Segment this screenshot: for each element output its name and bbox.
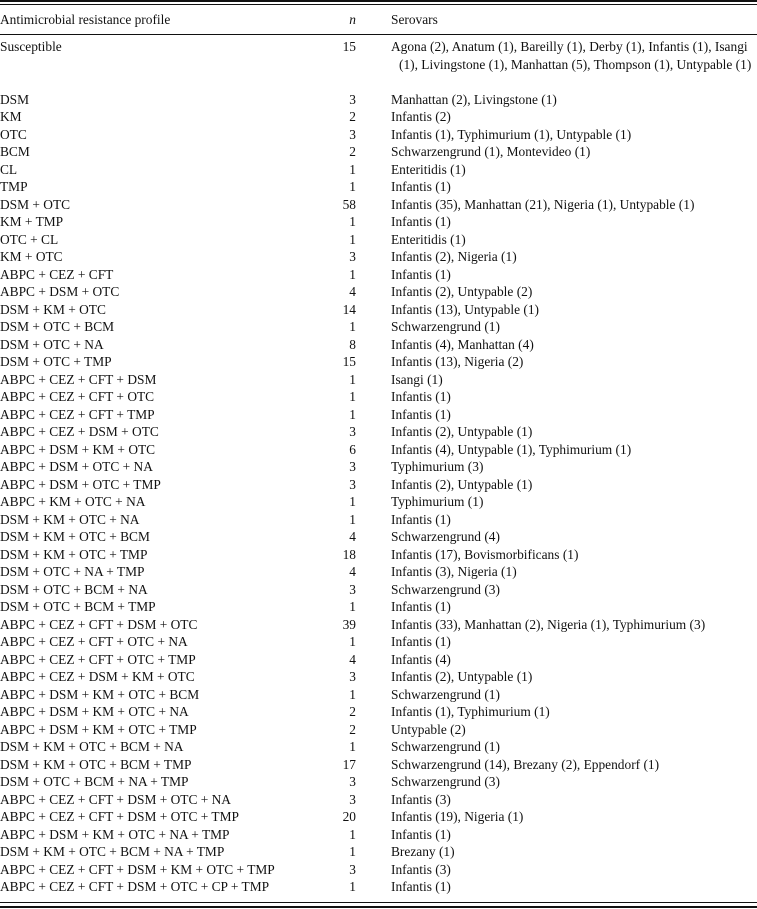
row-profile: ABPC + CEZ + CFT + DSM + OTC + CP + TMP bbox=[0, 879, 270, 894]
row-n: 1 bbox=[349, 686, 356, 702]
row-n: 1 bbox=[349, 161, 356, 177]
row-serovars: Infantis (2), Untypable (1) bbox=[391, 476, 533, 492]
row-profile: ABPC + DSM + KM + OTC + TMP bbox=[0, 721, 197, 737]
row-n: 1 bbox=[349, 389, 356, 404]
table-row bbox=[0, 458, 757, 476]
row-serovars: Infantis (1) bbox=[391, 266, 451, 282]
row-serovars: Schwarzengrund (1) bbox=[391, 686, 500, 702]
row-n: 1 bbox=[349, 179, 356, 194]
table-row bbox=[0, 546, 757, 564]
row-profile: DSM + OTC + NA bbox=[0, 336, 104, 352]
row-profile: DSM + OTC + BCM bbox=[0, 319, 115, 334]
row-n: 1 bbox=[349, 266, 356, 282]
row-serovars: Infantis (1) bbox=[391, 214, 451, 229]
row-serovars: Infantis (2) bbox=[391, 109, 451, 124]
table-row bbox=[0, 126, 757, 144]
row-n: 8 bbox=[349, 336, 356, 352]
row-serovars: Schwarzengrund (4) bbox=[391, 529, 500, 544]
row-profile: KM bbox=[0, 109, 22, 124]
row-serovars: Infantis (1) bbox=[391, 599, 451, 614]
table-row bbox=[0, 283, 757, 301]
table-row bbox=[0, 493, 757, 511]
row-profile: ABPC + CEZ + CFT + DSM + OTC + TMP bbox=[0, 809, 239, 824]
row-serovars: Infantis (3) bbox=[391, 861, 451, 877]
table-row bbox=[0, 371, 757, 389]
row-profile: DSM + OTC bbox=[0, 196, 71, 212]
row-n: 4 bbox=[349, 529, 356, 544]
row-profile: OTC + CL bbox=[0, 231, 59, 247]
row-n: 3 bbox=[349, 91, 356, 107]
row-serovars: Infantis (1) bbox=[391, 406, 451, 422]
row-n: 17 bbox=[342, 756, 356, 772]
table-row bbox=[0, 791, 757, 809]
row-n: 3 bbox=[349, 126, 356, 142]
table-row bbox=[0, 651, 757, 669]
row-profile: BCM bbox=[0, 144, 30, 159]
row-n: 3 bbox=[349, 249, 356, 264]
table-row bbox=[0, 511, 757, 529]
table-row bbox=[0, 441, 757, 459]
row-profile: DSM bbox=[0, 91, 30, 107]
table-row bbox=[0, 581, 757, 599]
header-serovars: Serovars bbox=[391, 12, 438, 27]
row-n: 2 bbox=[349, 144, 356, 159]
row-profile: ABPC + CEZ + DSM + KM + OTC bbox=[0, 669, 195, 684]
table-row bbox=[0, 721, 757, 739]
table-row bbox=[0, 773, 757, 791]
table-row bbox=[0, 248, 757, 266]
header-rule bbox=[0, 34, 757, 35]
row-serovars: Infantis (1), Typhimurium (1) bbox=[391, 704, 550, 719]
row-n: 15 bbox=[342, 354, 356, 369]
row-n: 4 bbox=[349, 284, 356, 299]
row-n: 1 bbox=[349, 634, 356, 649]
row-profile: Susceptible bbox=[0, 39, 62, 54]
row-serovars: Infantis (2), Untypable (1) bbox=[391, 424, 533, 439]
row-profile: TMP bbox=[0, 179, 28, 194]
row-serovars: Schwarzengrund (3) bbox=[391, 774, 500, 789]
row-profile: DSM + KM + OTC + BCM + NA + TMP bbox=[0, 844, 225, 859]
row-profile: ABPC + CEZ + CFT + DSM bbox=[0, 371, 157, 387]
row-n: 1 bbox=[349, 739, 356, 754]
table-row bbox=[0, 38, 757, 91]
row-serovars: Infantis (2), Untypable (2) bbox=[391, 284, 533, 299]
bottom-rule bbox=[0, 906, 757, 908]
row-n: 1 bbox=[349, 844, 356, 859]
row-n: 15 bbox=[342, 39, 356, 54]
row-n: 1 bbox=[349, 214, 356, 229]
row-profile: DSM + KM + OTC + BCM bbox=[0, 529, 150, 544]
row-n: 1 bbox=[349, 371, 356, 387]
row-n: 1 bbox=[349, 599, 356, 614]
table-row bbox=[0, 178, 757, 196]
row-serovars: Infantis (3), Nigeria (1) bbox=[391, 564, 517, 579]
row-profile: DSM + KM + OTC + BCM + NA bbox=[0, 739, 184, 754]
row-profile: ABPC + DSM + OTC + TMP bbox=[0, 476, 161, 492]
row-serovars: Infantis (4), Untypable (1), Typhimurium (1) bbox=[391, 441, 632, 457]
table-row bbox=[0, 406, 757, 424]
table-body bbox=[0, 38, 757, 896]
row-serovars: Schwarzengrund (1) bbox=[391, 739, 500, 754]
row-serovars: Infantis (19), Nigeria (1) bbox=[391, 809, 524, 824]
row-n: 1 bbox=[349, 879, 356, 894]
table-row bbox=[0, 878, 757, 896]
row-n: 58 bbox=[342, 196, 356, 212]
row-n: 1 bbox=[349, 511, 356, 527]
row-serovars: Isangi (1) bbox=[391, 371, 443, 387]
row-n: 1 bbox=[349, 406, 356, 422]
row-serovars: Schwarzengrund (1), Montevideo (1) bbox=[391, 144, 591, 159]
row-serovars: Infantis (35), Manhattan (21), Nigeria (1), Untypable (1) bbox=[391, 196, 695, 212]
row-n: 20 bbox=[342, 809, 356, 824]
row-n: 2 bbox=[349, 704, 356, 719]
row-n: 3 bbox=[349, 669, 356, 684]
row-profile: ABPC + CEZ + CFT + TMP bbox=[0, 406, 155, 422]
row-n: 3 bbox=[349, 791, 356, 807]
row-n: 6 bbox=[349, 441, 356, 457]
row-profile: ABPC + KM + OTC + NA bbox=[0, 494, 146, 509]
table-row bbox=[0, 861, 757, 879]
table-row bbox=[0, 668, 757, 686]
row-n: 4 bbox=[349, 651, 356, 667]
row-n: 3 bbox=[349, 476, 356, 492]
row-serovars: Infantis (1) bbox=[391, 879, 451, 894]
row-serovars: Typhimurium (1) bbox=[391, 494, 484, 509]
row-profile: ABPC + DSM + KM + OTC + NA bbox=[0, 704, 189, 719]
row-profile: ABPC + DSM + KM + OTC + BCM bbox=[0, 686, 200, 702]
table-row bbox=[0, 143, 757, 161]
table-row bbox=[0, 336, 757, 354]
table-row bbox=[0, 231, 757, 249]
table-row bbox=[0, 318, 757, 336]
row-profile: DSM + OTC + TMP bbox=[0, 354, 112, 369]
row-serovars: Schwarzengrund (3) bbox=[391, 581, 500, 597]
table-row bbox=[0, 353, 757, 371]
row-profile: DSM + KM + OTC + NA bbox=[0, 511, 140, 527]
table-row bbox=[0, 808, 757, 826]
row-serovars: Brezany (1) bbox=[391, 844, 455, 859]
row-serovars: Enteritidis (1) bbox=[391, 231, 466, 247]
table-row bbox=[0, 633, 757, 651]
row-n: 3 bbox=[349, 581, 356, 597]
table-row bbox=[0, 301, 757, 319]
table-row bbox=[0, 91, 757, 109]
row-profile: ABPC + CEZ + CFT bbox=[0, 266, 114, 282]
row-profile: ABPC + DSM + KM + OTC bbox=[0, 441, 156, 457]
row-profile: DSM + KM + OTC + TMP bbox=[0, 546, 148, 562]
row-profile: DSM + OTC + BCM + TMP bbox=[0, 599, 156, 614]
row-n: 2 bbox=[349, 721, 356, 737]
table-row bbox=[0, 563, 757, 581]
row-serovars: Agona (2), Anatum (1), Bareilly (1), Derby (1), Infantis (1), Isangi (1), Livingstone (1), Manhattan (5), Thompson (1), Untypable (1) bbox=[391, 39, 752, 72]
row-n: 39 bbox=[342, 616, 356, 632]
table-row bbox=[0, 703, 757, 721]
row-profile: KM + OTC bbox=[0, 249, 63, 264]
row-profile: DSM + OTC + BCM + NA bbox=[0, 581, 148, 597]
row-profile: DSM + KM + OTC bbox=[0, 301, 106, 317]
row-serovars: Infantis (13), Untypable (1) bbox=[391, 301, 539, 317]
row-n: 3 bbox=[349, 424, 356, 439]
row-serovars: Infantis (1), Typhimurium (1), Untypable (1) bbox=[391, 126, 632, 142]
table-row bbox=[0, 826, 757, 844]
row-serovars: Untypable (2) bbox=[391, 721, 466, 737]
row-serovars: Infantis (1) bbox=[391, 389, 451, 404]
row-serovars: Infantis (17), Bovismorbificans (1) bbox=[391, 546, 579, 562]
row-serovars: Infantis (3) bbox=[391, 791, 451, 807]
row-profile: DSM + KM + OTC + BCM + TMP bbox=[0, 756, 192, 772]
row-n: 2 bbox=[349, 109, 356, 124]
row-serovars: Enteritidis (1) bbox=[391, 161, 466, 177]
row-serovars: Typhimurium (3) bbox=[391, 459, 484, 474]
bottom-rule-inner bbox=[0, 902, 757, 903]
row-profile: ABPC + CEZ + CFT + OTC + NA bbox=[0, 634, 188, 649]
row-serovars: Infantis (13), Nigeria (2) bbox=[391, 354, 524, 369]
table-row bbox=[0, 843, 757, 861]
row-profile: KM + TMP bbox=[0, 214, 64, 229]
row-serovars: Infantis (33), Manhattan (2), Nigeria (1), Typhimurium (3) bbox=[391, 616, 706, 632]
header-n: n bbox=[349, 12, 356, 27]
table-row bbox=[0, 388, 757, 406]
row-n: 18 bbox=[342, 546, 356, 562]
row-profile: ABPC + DSM + OTC bbox=[0, 284, 120, 299]
table-header bbox=[0, 11, 757, 29]
row-n: 3 bbox=[349, 861, 356, 877]
row-n: 14 bbox=[342, 301, 356, 317]
row-n: 3 bbox=[349, 459, 356, 474]
row-n: 3 bbox=[349, 774, 356, 789]
row-serovars: Infantis (4), Manhattan (4) bbox=[391, 336, 534, 352]
row-n: 1 bbox=[349, 319, 356, 334]
row-profile: ABPC + CEZ + CFT + DSM + OTC bbox=[0, 616, 198, 632]
row-serovars: Infantis (2), Untypable (1) bbox=[391, 669, 533, 684]
header-profile: Antimicrobial resistance profile bbox=[0, 12, 171, 27]
row-n: 4 bbox=[349, 564, 356, 579]
table-row bbox=[0, 266, 757, 284]
table-row bbox=[0, 738, 757, 756]
table-row bbox=[0, 616, 757, 634]
row-profile: ABPC + CEZ + CFT + OTC bbox=[0, 389, 155, 404]
row-serovars: Infantis (1) bbox=[391, 511, 451, 527]
row-profile: DSM + OTC + BCM + NA + TMP bbox=[0, 774, 189, 789]
row-profile: ABPC + CEZ + CFT + OTC + TMP bbox=[0, 651, 196, 667]
row-profile: ABPC + CEZ + DSM + OTC bbox=[0, 424, 159, 439]
row-serovars: Infantis (1) bbox=[391, 826, 451, 842]
row-serovars: Manhattan (2), Livingstone (1) bbox=[391, 91, 557, 107]
table-row bbox=[0, 528, 757, 546]
row-profile: ABPC + DSM + KM + OTC + NA + TMP bbox=[0, 826, 230, 842]
row-profile: DSM + OTC + NA + TMP bbox=[0, 564, 145, 579]
row-n: 1 bbox=[349, 231, 356, 247]
table-row bbox=[0, 686, 757, 704]
table-row bbox=[0, 196, 757, 214]
row-profile: CL bbox=[0, 161, 18, 177]
table-row bbox=[0, 161, 757, 179]
row-serovars: Infantis (1) bbox=[391, 634, 451, 649]
row-serovars: Infantis (4) bbox=[391, 651, 451, 667]
row-profile: ABPC + CEZ + CFT + DSM + KM + OTC + TMP bbox=[0, 861, 275, 877]
top-rule-inner bbox=[0, 4, 757, 5]
row-n: 1 bbox=[349, 826, 356, 842]
row-n: 1 bbox=[349, 494, 356, 509]
table-row bbox=[0, 756, 757, 774]
table-row bbox=[0, 423, 757, 441]
row-profile: ABPC + CEZ + CFT + DSM + OTC + NA bbox=[0, 791, 231, 807]
top-rule bbox=[0, 0, 757, 2]
table-row bbox=[0, 598, 757, 616]
row-profile: OTC bbox=[0, 126, 27, 142]
row-profile: ABPC + DSM + OTC + NA bbox=[0, 459, 153, 474]
table-row bbox=[0, 476, 757, 494]
row-serovars: Infantis (2), Nigeria (1) bbox=[391, 249, 517, 264]
row-serovars: Schwarzengrund (14), Brezany (2), Eppendorf (1) bbox=[391, 756, 660, 772]
table-row bbox=[0, 108, 757, 126]
row-serovars: Schwarzengrund (1) bbox=[391, 319, 500, 334]
table-row bbox=[0, 213, 757, 231]
row-serovars: Infantis (1) bbox=[391, 179, 451, 194]
